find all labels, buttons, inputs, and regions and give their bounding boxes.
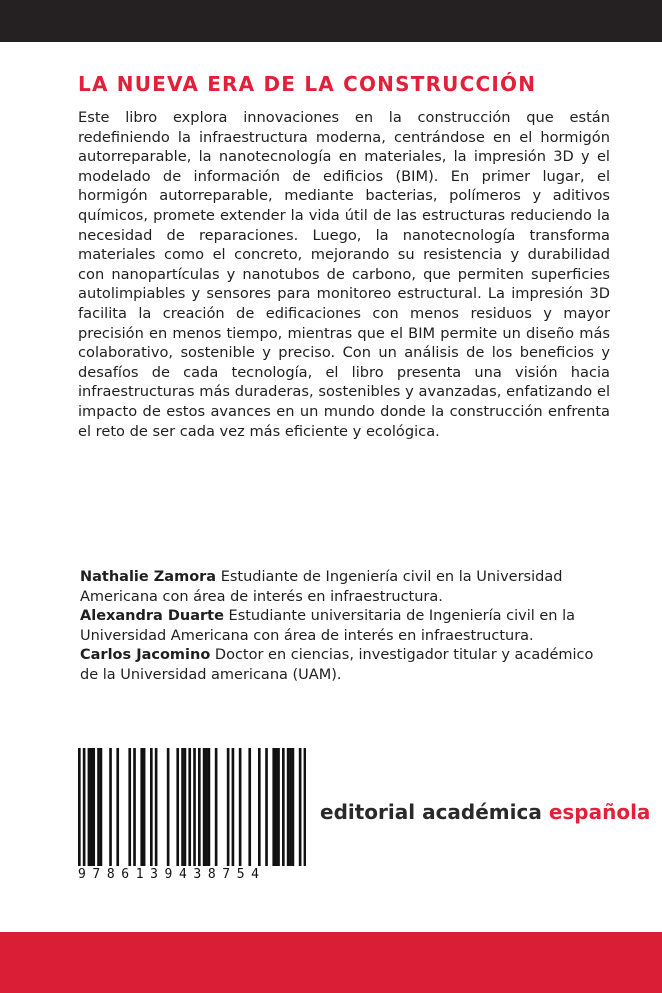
barcode-bar <box>205 748 208 866</box>
barcode-bar <box>155 748 158 866</box>
barcode-bar <box>78 748 81 866</box>
isbn-barcode <box>78 748 306 883</box>
barcode-bar <box>181 748 184 866</box>
barcode-bar <box>239 748 242 866</box>
barcode-bar <box>227 748 230 866</box>
barcode-bar <box>193 748 196 866</box>
barcode-bar <box>275 748 278 866</box>
barcode-bar <box>88 748 91 866</box>
author-list <box>80 568 610 686</box>
barcode-bar <box>208 748 211 866</box>
isbn-digits: 9786139438754 <box>78 867 266 882</box>
barcode-bar <box>143 748 146 866</box>
author-bio: Doctor en ciencias, investigador titular y académico de la Universidad americana (UAM). <box>80 647 594 683</box>
barcode-bar <box>133 748 136 866</box>
barcode-bar <box>272 748 275 866</box>
barcode-bars <box>78 748 306 866</box>
barcode-bar <box>215 748 218 866</box>
barcode-bar <box>97 748 100 866</box>
top-band <box>0 0 662 42</box>
barcode-bar <box>167 748 170 866</box>
author-name: Nathalie Zamora <box>80 569 217 585</box>
author-name: Alexandra Duarte <box>80 608 224 625</box>
author-name: Carlos Jacomino <box>80 647 211 664</box>
barcode-bar <box>299 748 302 866</box>
author-entry <box>80 646 610 685</box>
barcode-bar <box>277 748 280 866</box>
barcode-bar <box>90 748 93 866</box>
author-bio: Estudiante de Ingeniería civil en la Universidad Americana con área de interés en infraestructura. <box>80 569 563 605</box>
barcode-bar <box>176 748 179 866</box>
barcode-bar <box>140 748 143 866</box>
barcode-bar <box>188 748 191 866</box>
barcode-bar <box>109 748 112 866</box>
barcode-bar <box>198 748 201 866</box>
barcode-bar <box>100 748 103 866</box>
barcode-bar <box>282 748 285 866</box>
barcode-bar <box>248 748 251 866</box>
barcode-bar <box>292 748 295 866</box>
barcode-bar <box>128 748 131 866</box>
barcode-bar <box>92 748 95 866</box>
barcode-bar <box>232 748 235 866</box>
barcode-bar <box>203 748 206 866</box>
author-entry <box>80 607 610 646</box>
bottom-band <box>0 932 662 993</box>
publisher-name: editorial académica <box>320 800 549 824</box>
author-entry <box>80 568 610 607</box>
author-bio: Estudiante universitaria de Ingeniería civil en la Universidad Americana con área de interés en infraestructura. <box>80 608 575 644</box>
barcode-bar <box>150 748 153 866</box>
book-title: LA NUEVA ERA DE LA CONSTRUCCIÓN <box>78 72 537 96</box>
barcode-bar <box>289 748 292 866</box>
barcode-bar <box>287 748 290 866</box>
barcode-bar <box>116 748 119 866</box>
barcode-bar <box>184 748 187 866</box>
book-synopsis: Este libro explora innovaciones en la construcción que están redefiniendo la infraestructura moderna, centrándose en el hormigón autorreparable, la nanotecnología en materiales, la impresión 3D y el modelado de información de edificios (BIM). En primer lugar, el hormigón autorreparable, mediante bacterias, polímeros y aditivos químicos, promete extender la vida útil de las estructuras reduciendo la necesidad de reparaciones. Luego, la nanotecnología transforma materiales como el concreto, mejorando su resistencia y durabilidad con nanopartículas y nanotubos de carbono, que permiten superficies autolimpiables y sensores para monitoreo estructural. La impresión 3D facilita la creación de edificaciones con menos residuos y mayor precisión en menos tiempo, mientras que el BIM permite un diseño más colaborativo, sostenible y preciso. Con un análisis de los beneficios y desafíos de cada tecnología, el libro presenta una visión hacia infraestructuras más duraderas, sostenibles y avanzadas, enfatizando el impacto de estos avances en un mundo donde la construcción enfrenta el reto de ser cada vez más eficiente y ecológica. <box>78 109 610 440</box>
publisher-name-accent: española <box>548 800 651 824</box>
barcode-bar <box>265 748 268 866</box>
publisher-logo <box>320 800 650 824</box>
barcode-bar <box>304 748 306 866</box>
barcode-bar <box>258 748 261 866</box>
barcode-bar <box>83 748 86 866</box>
